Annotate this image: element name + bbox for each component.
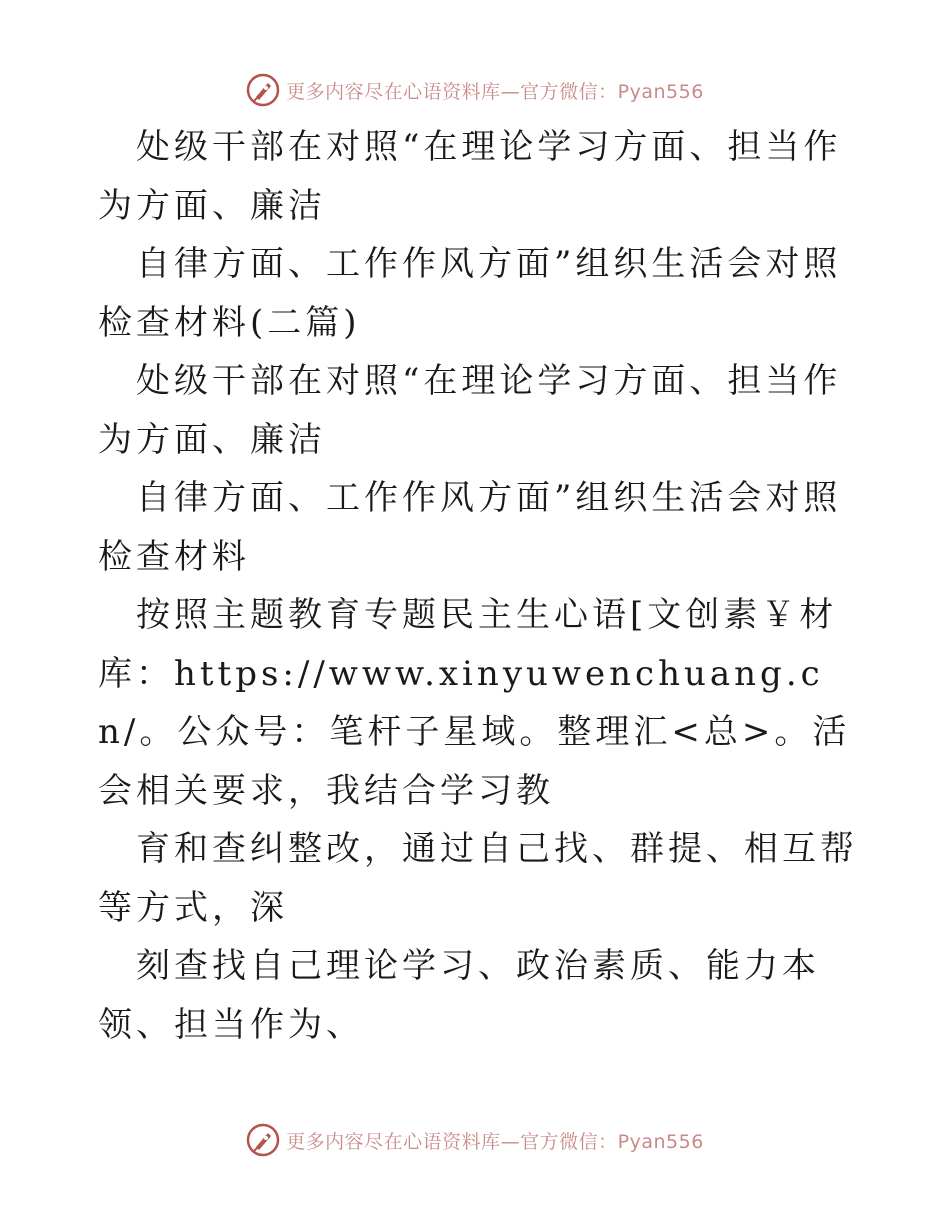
paragraph-body-3: 刻查找自己理论学习、政治素质、能力本领、担当作为、 bbox=[98, 946, 820, 1045]
paragraph-title-1: 处级干部在对照“在理论学习方面、担当作为方面、廉洁 bbox=[98, 127, 842, 226]
paragraph-title-4: 自律方面、工作作风方面”组织生活会对照检查材料 bbox=[98, 478, 842, 577]
paragraph-title-3: 处级干部在对照“在理论学习方面、担当作为方面、廉洁 bbox=[98, 361, 842, 460]
pen-nib-logo-icon bbox=[246, 1123, 280, 1157]
paragraph-title-2: 自律方面、工作作风方面”组织生活会对照检查材料(二篇) bbox=[98, 244, 842, 343]
paragraph-body-1: 按照主题教育专题民主生心语[文创素￥材库：https://www.xinyuwenchuang.cn/。公众号：笔杆子星域。整理汇<总>。活会相关要求，我结合学习教 bbox=[98, 595, 851, 811]
footer-watermark bbox=[0, 1120, 950, 1160]
paragraph-body-2: 育和查纠整改，通过自己找、群提、相互帮等方式，深 bbox=[98, 829, 858, 928]
header-watermark bbox=[0, 70, 950, 110]
document-body bbox=[98, 118, 858, 1054]
watermark-text: 更多内容尽在心语资料库—官方微信：Pyan556 bbox=[286, 1130, 704, 1153]
watermark-text: 更多内容尽在心语资料库—官方微信：Pyan556 bbox=[286, 80, 704, 103]
pen-nib-logo-icon bbox=[246, 73, 280, 107]
